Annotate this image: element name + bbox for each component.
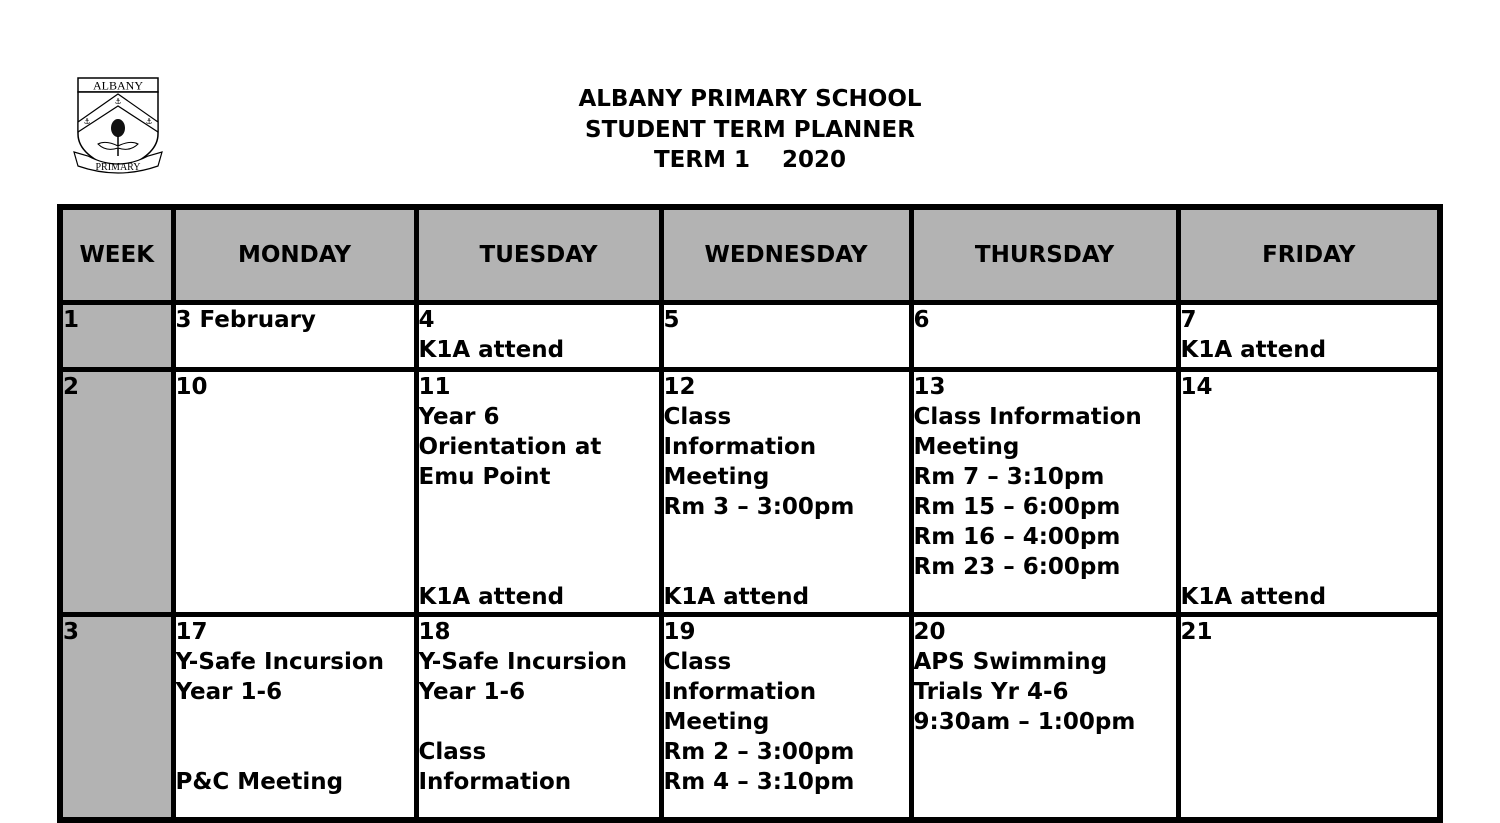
event-text: K1A attend (418, 337, 565, 363)
school-name: ALBANY PRIMARY SCHOOL (578, 86, 922, 112)
planner-subtitle: STUDENT TERM PLANNER (585, 116, 915, 143)
date-label: 6 (913, 307, 930, 333)
term-label: TERM 1 2020 (653, 147, 847, 173)
date-label: 12 (663, 374, 696, 400)
event-text: Rm 3 – 3:00pm (663, 494, 855, 520)
column-header-wednesday: WEDNESDAY (661, 207, 911, 303)
date-label: 21 (1180, 619, 1213, 645)
day-cell-tuesday (416, 370, 661, 615)
date-label: 3 February (175, 307, 316, 333)
svg-text:⚓: ⚓ (83, 117, 91, 126)
date-label: 19 (663, 619, 696, 645)
event-text: Rm 2 – 3:00pm (663, 739, 855, 765)
week-number: 1 (60, 303, 173, 370)
date-label: 7 (1180, 307, 1197, 333)
event-text: Trials Yr 4-6 (913, 679, 1069, 705)
week-number: 2 (60, 370, 173, 615)
event-text: Class (663, 649, 732, 675)
column-header-tuesday: TUESDAY (416, 207, 661, 303)
day-cell-thursday (911, 370, 1178, 615)
date-label: 5 (663, 307, 680, 333)
event-text: Meeting (663, 464, 770, 490)
event-text: Class (418, 739, 487, 765)
day-cell-monday (173, 370, 416, 615)
event-text: Rm 15 – 6:00pm (913, 494, 1121, 520)
event-text: Y-Safe Incursion (175, 649, 385, 675)
event-text: 9:30am – 1:00pm (913, 709, 1136, 735)
day-cell-friday (1178, 370, 1440, 615)
svg-text:PRIMARY: PRIMARY (95, 162, 141, 173)
svg-text:⚓: ⚓ (145, 117, 153, 126)
event-text: Information (418, 769, 572, 795)
day-cell-friday (1178, 615, 1440, 821)
event-text: Y-Safe Incursion (418, 649, 628, 675)
svg-text:ALBANY: ALBANY (93, 78, 143, 93)
event-text: Class (663, 404, 732, 430)
event-text (176, 737, 414, 767)
column-header-friday: FRIDAY (1178, 207, 1440, 303)
day-cell-friday (1178, 303, 1440, 370)
event-text: Rm 7 – 3:10pm (913, 464, 1105, 490)
event-text: P&C Meeting (175, 769, 344, 795)
date-label: 17 (175, 619, 208, 645)
column-header-week: WEEK (60, 207, 173, 303)
table-row-week-2 (60, 370, 1440, 615)
date-label: 11 (418, 374, 451, 400)
event-text: Year 1-6 (175, 679, 283, 705)
date-label: 13 (913, 374, 946, 400)
day-cell-thursday (911, 303, 1178, 370)
day-cell-wednesday (661, 370, 911, 615)
event-text: Information (663, 434, 817, 460)
table-row-week-3 (60, 615, 1440, 821)
event-text: K1A attend (1180, 337, 1327, 363)
event-text: Rm 23 – 6:00pm (913, 554, 1121, 580)
event-text: Meeting (663, 709, 770, 735)
term-planner-table (57, 204, 1443, 823)
event-text: Class Information (913, 404, 1142, 430)
date-label: 14 (1180, 374, 1213, 400)
date-label: 10 (175, 374, 208, 400)
event-text: Meeting (913, 434, 1020, 460)
column-header-thursday: THURSDAY (911, 207, 1178, 303)
event-text: Rm 16 – 4:00pm (913, 524, 1121, 550)
event-text: Year 1-6 (418, 679, 526, 705)
column-header-monday: MONDAY (173, 207, 416, 303)
week-number: 3 (60, 615, 173, 821)
table-row-week-1 (60, 303, 1440, 370)
event-text: Emu Point (418, 464, 551, 490)
day-cell-monday (173, 303, 416, 370)
day-cell-tuesday (416, 615, 661, 821)
header-row (60, 207, 1440, 303)
day-cell-monday (173, 615, 416, 821)
day-cell-thursday (911, 615, 1178, 821)
document-title (0, 84, 1500, 176)
date-label: 20 (913, 619, 946, 645)
svg-text:⚓: ⚓ (114, 97, 122, 106)
event-text: Year 6 (418, 404, 500, 430)
day-cell-wednesday (661, 615, 911, 821)
day-cell-tuesday (416, 303, 661, 370)
k1a-attend-note: K1A attend (663, 584, 810, 610)
k1a-attend-note: K1A attend (418, 584, 565, 610)
date-label: 18 (418, 619, 451, 645)
day-cell-wednesday (661, 303, 911, 370)
k1a-attend-note: K1A attend (1180, 584, 1327, 610)
event-text: Rm 4 – 3:10pm (663, 769, 855, 795)
event-text: Information (663, 679, 817, 705)
event-text (176, 707, 414, 737)
date-label: 4 (418, 307, 435, 333)
event-text: Orientation at (418, 434, 602, 460)
event-text: APS Swimming (913, 649, 1108, 675)
event-text (419, 707, 659, 737)
